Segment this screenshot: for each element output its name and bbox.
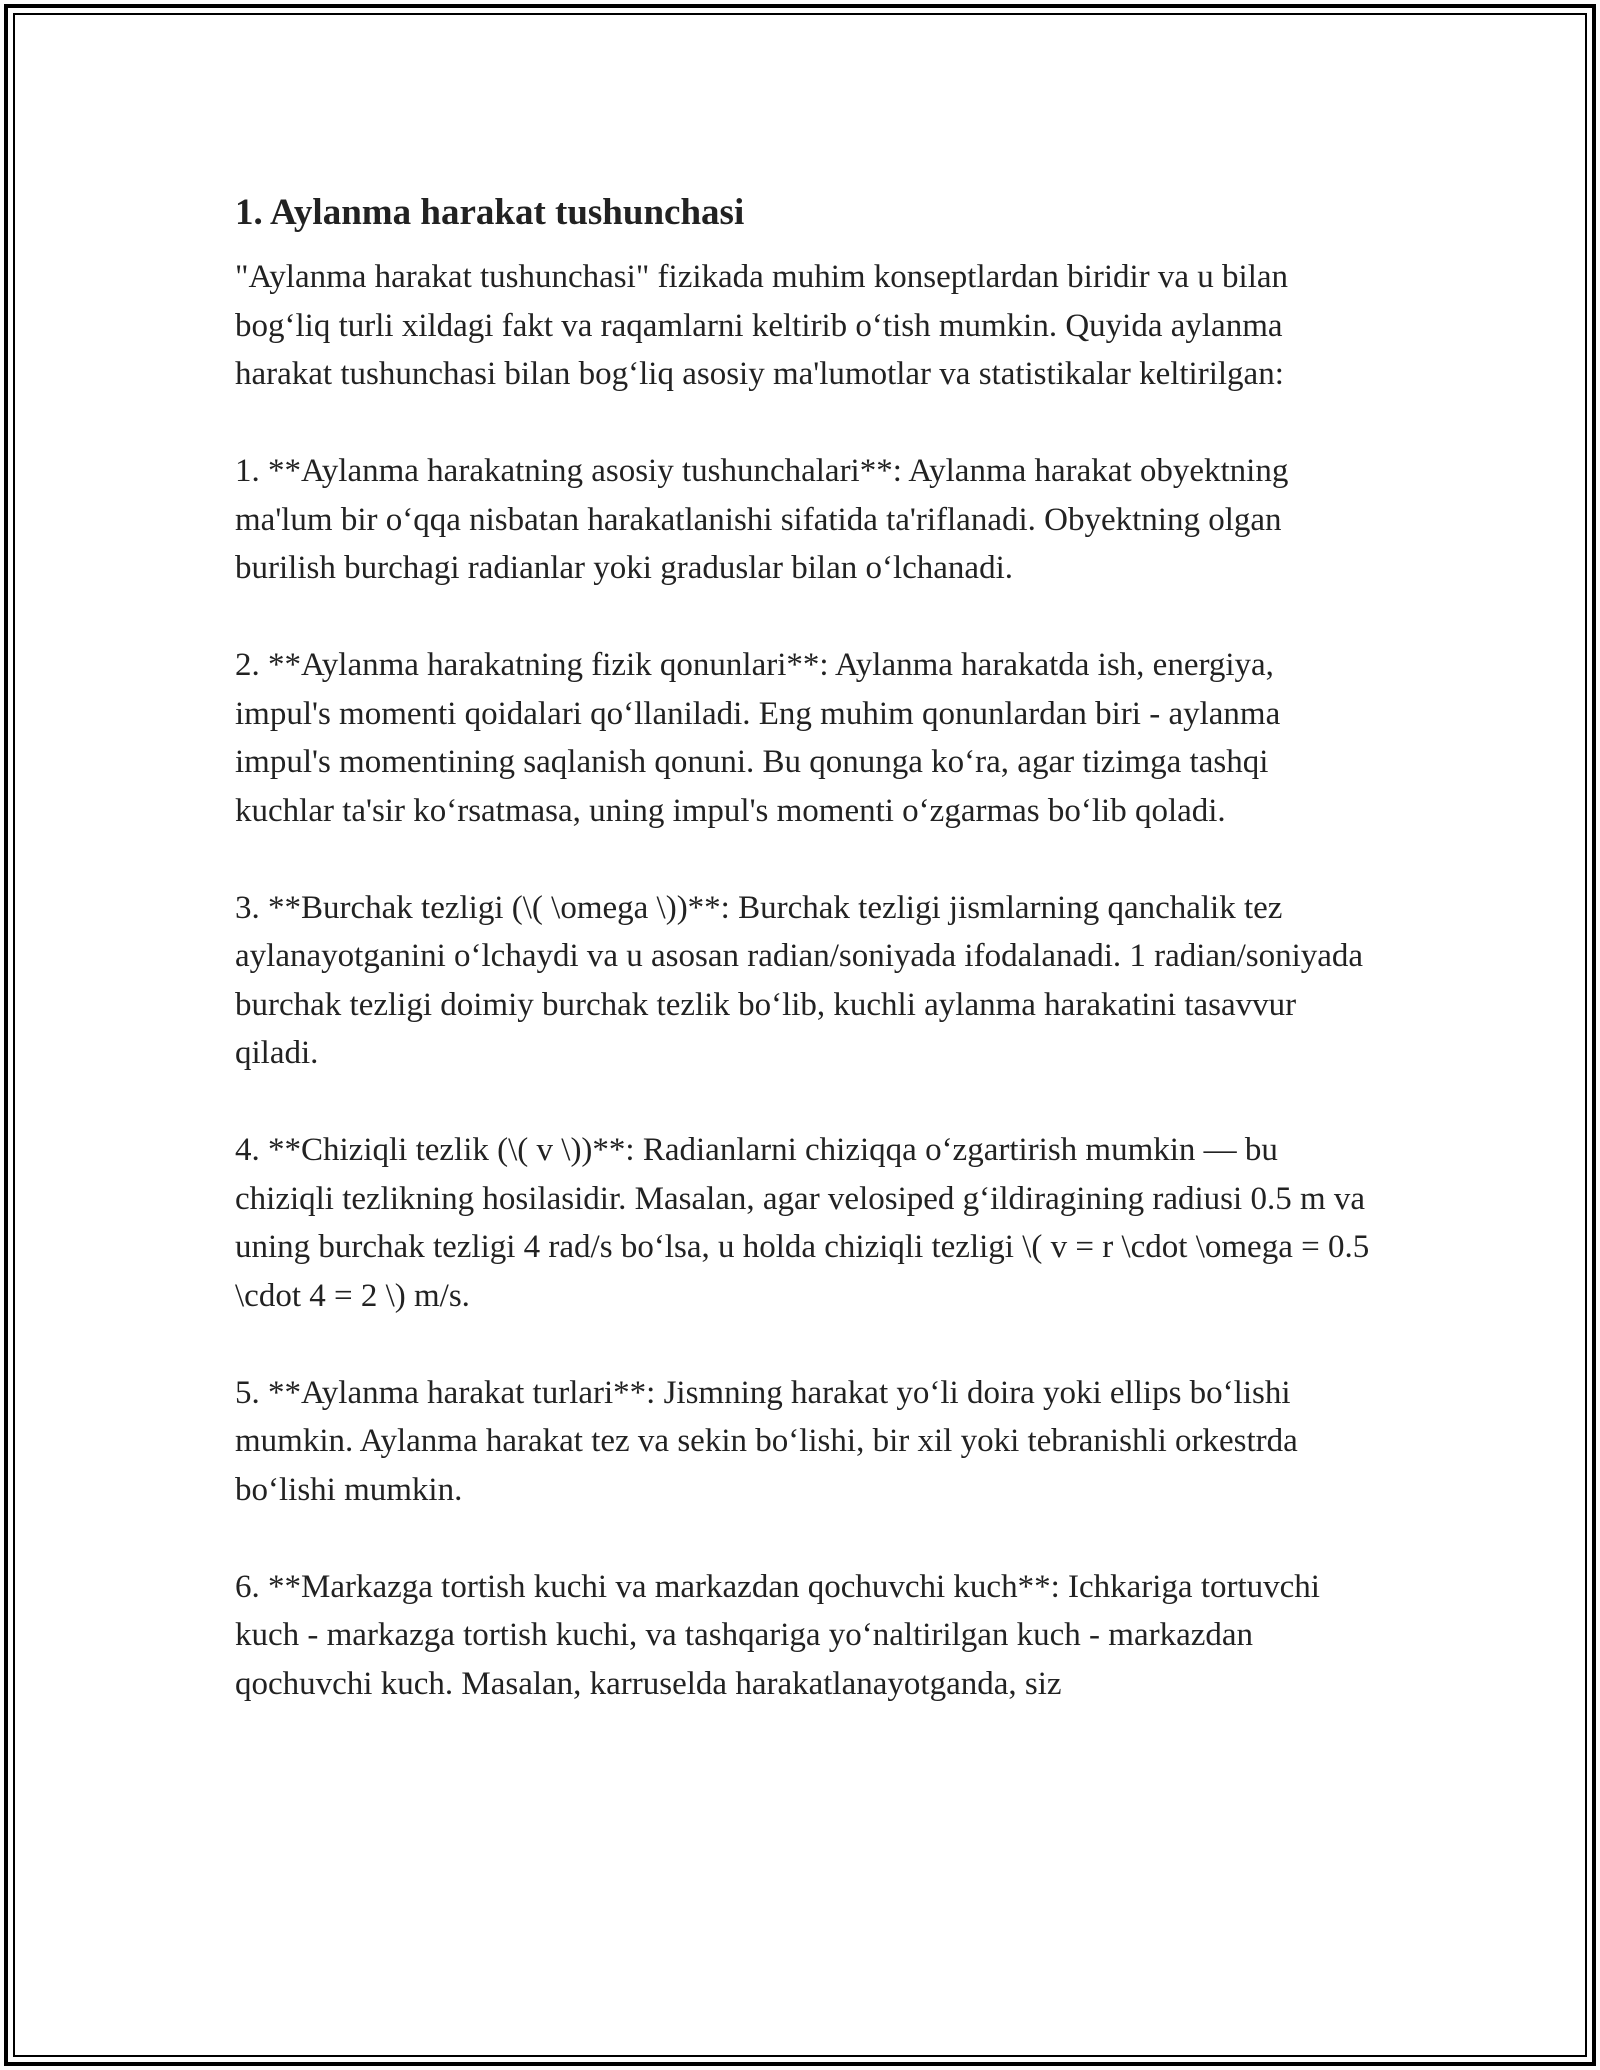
list-item-2: 2. **Aylanma harakatning fizik qonunlari**: Aylanma harakatda ish, energiya, impul's momenti qoidalari qo‘llaniladi. Eng muhim qonunlardan biri - aylanma impul's momentining saqlanish qonuni. Bu qonunga ko‘ra, agar tizimga tashqi kuchlar ta'sir ko‘rsatmasa, uning impul's momenti o‘zgarmas bo‘lib qoladi.: [235, 647, 1281, 829]
list-item-6: 6. **Markazga tortish kuchi va markazdan qochuvchi kuch**: Ichkariga tortuvchi kuch - markazga tortish kuchi, va tashqariga yo‘naltirilgan kuch - markazdan qochuvchi kuch. Masalan, karruselda harakatlanayotganda, siz: [235, 1568, 1320, 1702]
intro-paragraph: "Aylanma harakat tushunchasi" fizikada muhim konseptlardan biridir va u bilan bog‘liq turli xildagi fakt va raqamlarni keltirib o‘tish mumkin. Quyida aylanma harakat tushunchasi bilan bog‘liq asosiy ma'lumotlar va statistikalar keltirilgan:: [235, 259, 1289, 392]
section-title: 1. Aylanma harakat tushunchasi: [235, 192, 745, 233]
list-item-1: 1. **Aylanma harakatning asosiy tushunchalari**: Aylanma harakat obyektning ma'lum bir o‘qqa nisbatan harakatlanishi sifatida ta'riflanadi. Obyektning olgan burilish burchagi radianlar yoki graduslar bilan o‘lchanadi.: [235, 453, 1289, 586]
document-body: [235, 185, 1370, 1757]
list-item-4: 4. **Chiziqli tezlik (\( v \))**: Radianlarni chiziqqa o‘zgartirish mumkin — bu chiziqli tezlikning hosilasidir. Masalan, agar velosiped g‘ildiragining radiusi 0.5 m va uning burchak tezligi 4 rad/s bo‘lsa, u holda chiziqli tezligi \( v = r \cdot \omega = 0.5 \cdot 4 = 2 \) m/s.: [235, 1132, 1370, 1314]
list-item-3: 3. **Burchak tezligi (\( \omega \))**: Burchak tezligi jismlarning qanchalik tez aylanayotganini o‘lchaydi va u asosan radian/soniyada ifodalanadi. 1 radian/soniyada burchak tezligi doimiy burchak tezlik bo‘lib, kuchli aylanma harakatini tasavvur qiladi.: [235, 889, 1364, 1071]
list-item-5: 5. **Aylanma harakat turlari**: Jismning harakat yo‘li doira yoki ellips bo‘lishi mumkin. Aylanma harakat tez va sekin bo‘lishi, bir xil yoki tebranishli orkestrda bo‘lishi mumkin.: [235, 1374, 1298, 1508]
